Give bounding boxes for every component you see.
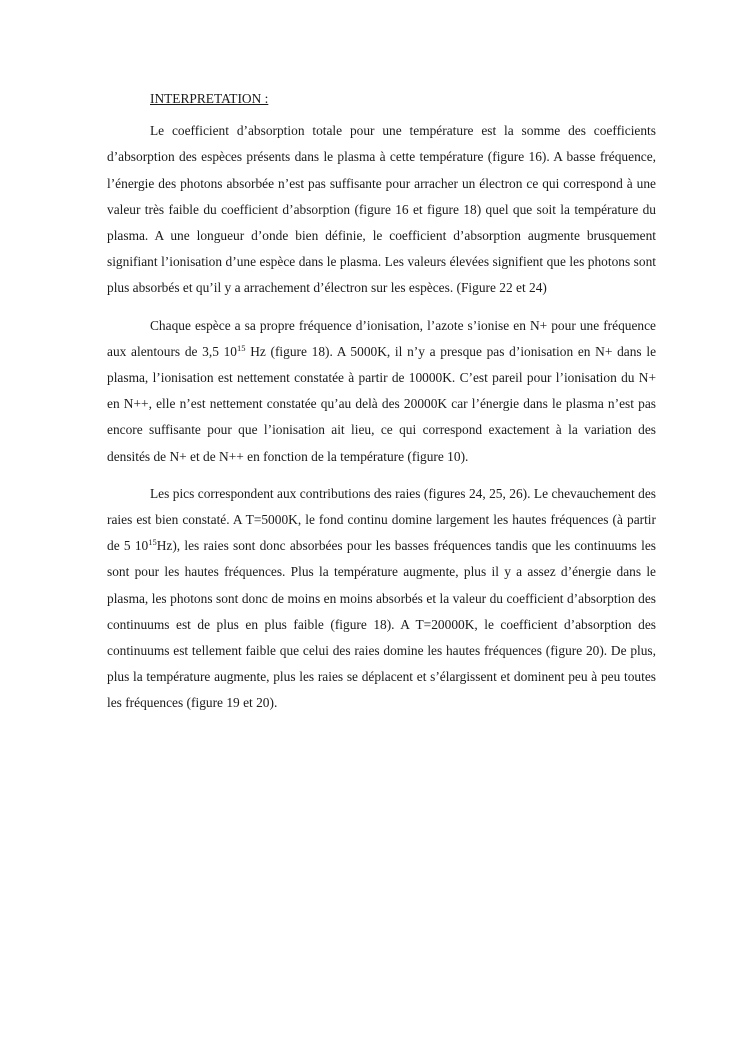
document-body — [107, 86, 656, 728]
paragraph-absorption-coefficient: Le coefficient d’absorption totale pour une température est la somme des coefficients d’absorption des espèces présents dans le plasma à cette température (figure 16). A basse fréquence, l’énergie des photons absorbée n’est pas suffisante pour arracher un électron ce qui correspond à une valeur très faible du coefficient d’absorption (figure 16 et figure 18) quel que soit la température du plasma. A une longueur d’onde bien définie, le coefficient d’absorption augmente brusquement signifiant l’ionisation d’une espèce dans le plasma. Les valeurs élevées signifient que les photons sont plus absorbés et qu’il y a arrachement d’électron sur les espèces. (Figure 22 et 24) — [107, 123, 656, 296]
exponent: 15 — [237, 342, 246, 353]
paragraph-text: Chaque espèce a sa propre fréquence d’ionisation, l’azote s’ionise en N+ pour une fréquence aux alentours de 3,5 10 — [107, 317, 656, 359]
paragraph-text: Les pics correspondent aux contributions des raies (figures 24, 25, 26). Le chevauchement des raies est bien constaté. A T=5000K, le fond continu domine largement les hautes fréquences (à partir de 5 10 — [107, 485, 656, 554]
exponent: 15 — [148, 537, 157, 548]
section-heading: INTERPRETATION : — [150, 91, 269, 106]
paragraph-text: Hz), les raies sont donc absorbées pour les basses fréquences tandis que les continuums les sont pour les hautes fréquences. Plus la température augmente, plus il y a assez d’énergie dans le plasma, les photons sont donc de moins en moins absorbés et la valeur du coefficient d’absorption des continuums est de plus en plus faible (figure 18). A T=20000K, le coefficient d’absorption des continuums est tellement faible que celui des raies domine les hautes fréquences (figure 20). De plus, plus la température augmente, plus les raies se déplacent et s’élargissent et dominent peu à peu toutes les fréquences (figure 19 et 20). — [107, 538, 656, 711]
paragraph-line-contributions — [107, 481, 656, 717]
paragraph-ionization-frequency — [107, 313, 656, 470]
paragraph-text: Hz (figure 18). A 5000K, il n’y a presque pas d’ionisation en N+ dans le plasma, l’ionisation est nettement constatée à partir de 10000K. C’est pareil pour l’ionisation du N+ en N++, elle n’est nettement constatée qu’au delà des 20000K car l’énergie dans le plasma n’est pas encore suffisante pour que l’ionisation ait lieu, ce qui correspond exactement à la variation des densités de N+ et de N++ en fonction de la température (figure 10). — [107, 343, 657, 464]
